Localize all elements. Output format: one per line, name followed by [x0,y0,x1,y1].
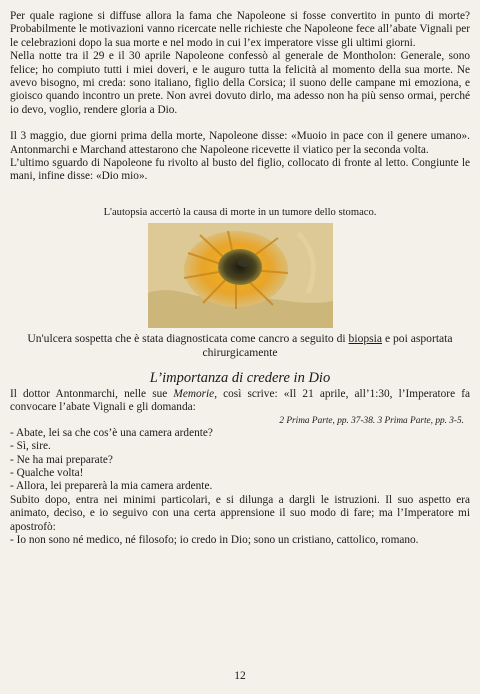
memorie-title: Memorie [173,387,215,400]
dialogue-line: - Qualche volta! [10,466,84,479]
dialogue-line: - Allora, lei preparerà la mia camera ardente. [10,480,213,493]
paragraph: L’ultimo sguardo di Napoleone fu rivolto al busto del figlio, collocato di fronte al letto. Congiunte le mani, infine disse: «Dio mio». [10,157,470,183]
intro-text: Il dottor Antonmarchi, nelle sue [10,387,174,400]
document-page [10,10,470,547]
paragraph: - Io non sono né medico, né filosofo; io credo in Dio; sono un cristiano, cattolico, romano. [10,533,419,546]
intro-paragraph [10,388,470,415]
ulcer-photo [148,223,333,328]
paragraph: Nella notte tra il 29 e il 30 aprile Napoleone confessò al generale de Montholon: Generale, sono felice; ho compiuto tutti i miei doveri, e le auguro tutta la felicità al momento della sua morte. Ne avevo bisogno, mi creda: sono italiano, figlio della Corsica; il suono delle campane mi emoziona, e gioisco quando incontro un prete. Non avrei dovuto dirlo, ma adesso non ha più senso ormai, perché io devo, voglio, rendere gloria a Dio. [10,50,470,116]
footnote: 2 Prima Parte, pp. 37-38. 3 Prima Parte, pp. 3-5. [279,415,464,426]
page-number: 12 [234,670,246,682]
dialogue-line: - Sì, sire. [10,440,51,453]
caption-text: Un'ulcera sospetta che è stata diagnosticata come cancro a seguito di [27,332,349,346]
section-title: L’importanza di credere in Dio [149,369,331,386]
figure-caption-top: L'autopsia accertò la causa di morte in un tumore dello stomaco. [103,206,377,218]
figure-caption-bottom [10,332,470,360]
ulcer-photo-image [148,223,333,328]
paragraph: Il 3 maggio, due giorni prima della morte, Napoleone disse: «Muoio in pace con il genere umano». Antonmarchi e Marchand attestarono che Napoleone ricevette il viatico per la seconda volta. [10,130,470,156]
dialogue-line: - Abate, lei sa che cos’è una camera ardente? [10,426,213,439]
intro-text: , così scrive: «Il 21 aprile, all’1:30, l’Imperatore fa convocare l’abate Vignali e gli domanda: [10,387,470,414]
paragraph: Subito dopo, entra nei minimi particolari, e si dilunga a dargli le istruzioni. Il suo aspetto era animato, deciso, e io seguivo con una certa apprensione il suo modo di fare; ma l’Imperatore mi apostrofò: [10,493,470,533]
biopsia-link[interactable]: biopsia [348,332,383,346]
caption-text: e poi asportata chirurgicamente [202,332,453,360]
dialogue-line: - Ne ha mai preparate? [10,453,113,466]
paragraph: Per quale ragione si diffuse allora la fama che Napoleone si fosse convertito in punto di morte? Probabilmente le motivazioni vanno ricercate nelle richieste che Napoleone fece all’abate Vignali per le celebrazioni dopo la sua morte e nel modo in cui l’ex imperatore visse gli ultimi giorni. [10,10,470,49]
